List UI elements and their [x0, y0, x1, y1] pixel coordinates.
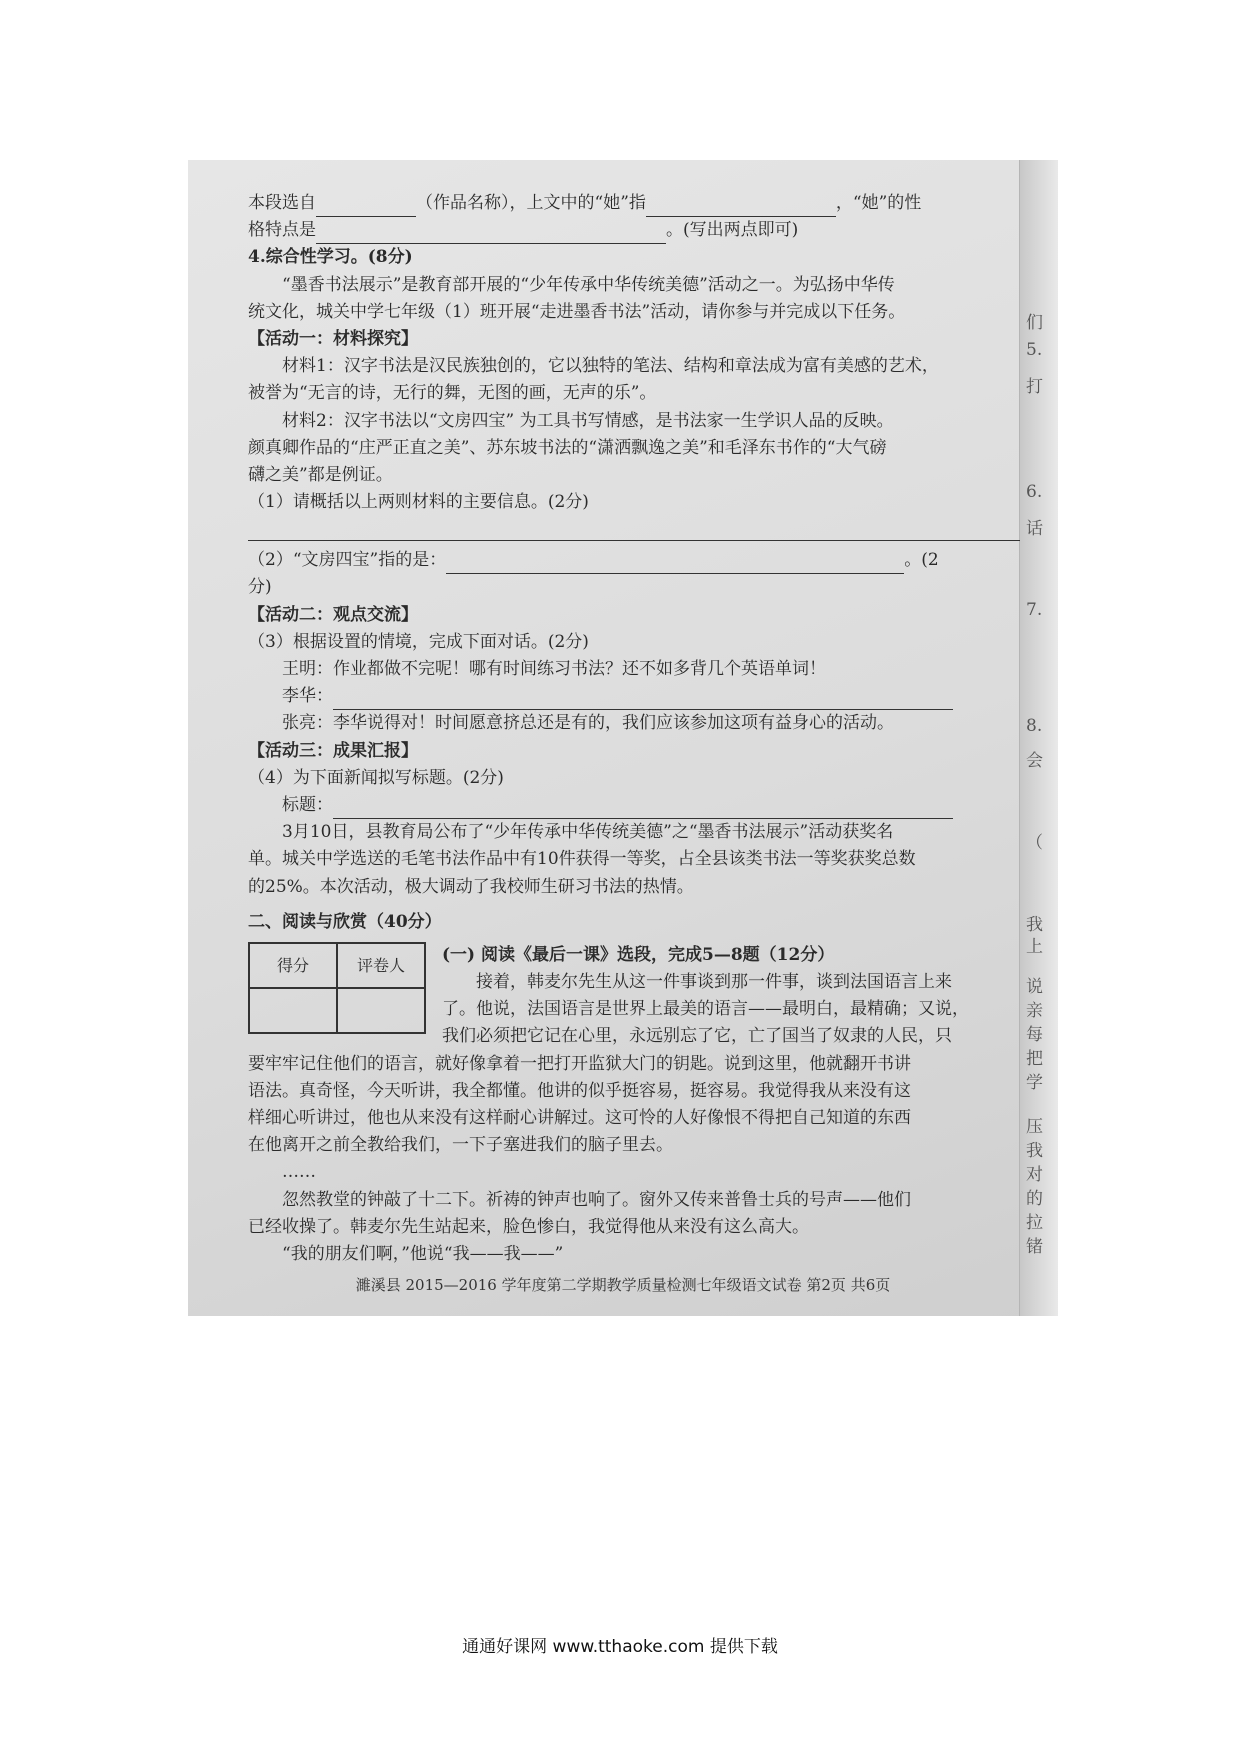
dialogue-li-hua — [248, 683, 1020, 710]
answer-blank[interactable] — [316, 223, 666, 244]
reading-section — [248, 942, 1020, 1268]
edge-char: 学 — [1026, 1073, 1043, 1093]
answer-blank[interactable] — [333, 798, 953, 819]
answer-blank[interactable] — [333, 689, 953, 710]
subquestion-1: （1）请概括以上两则材料的主要信息。(2分) — [248, 492, 589, 513]
q4-intro: 统文化，城关中学七年级（1）班开展“走进墨香书法”活动，请你参与并完成以下任务。 — [248, 301, 906, 322]
subquestion-4: （4）为下面新闻拟写标题。(2分) — [248, 767, 504, 788]
reading-intro — [442, 942, 1020, 1051]
grader-cell[interactable] — [337, 988, 425, 1033]
score-label: 得分 — [249, 943, 337, 988]
q4-intro: “墨香书法展示”是教育部开展的“少年传承中华传统美德”活动之一。为弘扬中华传 — [282, 274, 895, 295]
news-text: 单。城关中学选送的毛笔书法作品中有10件获得一等奖，占全县该类书法一等奖获奖总数 — [248, 849, 916, 870]
material-1: 材料1：汉字书法是汉民族独创的，它以独特的笔法、结构和章法成为富有美感的艺术， — [282, 356, 939, 377]
passage-text: 我们必须把它记在心里，永远别忘了它，亡了国当了奴隶的人民，只 — [442, 1026, 952, 1047]
material-2: 颜真卿作品的“庄严正直之美”、苏东坡书法的“潇洒飘逸之美”和毛泽东书作的“大气磅 — [248, 437, 887, 458]
material-2: 礴之美”都是例证。 — [248, 464, 393, 485]
passage-text: 在他离开之前全教给我们，一下子塞进我们的脑子里去。 — [248, 1135, 673, 1156]
source-question-line1 — [248, 190, 1020, 217]
exam-content — [248, 190, 1020, 1268]
edge-char: 亲 — [1026, 1001, 1043, 1021]
headline-row — [248, 792, 1020, 819]
edge-char: （ — [1026, 833, 1043, 853]
edge-char: 6. — [1026, 482, 1043, 502]
passage-ellipsis: …… — [282, 1162, 316, 1183]
scanned-exam-page — [188, 160, 1058, 1316]
material-1: 被誉为“无言的诗，无行的舞，无图的画，无声的乐”。 — [248, 383, 657, 404]
material-2: 材料2：汉字书法以“文房四宝” 为工具书写情感，是书法家一生学识人品的反映。 — [282, 410, 894, 431]
edge-char: 我 — [1026, 915, 1043, 935]
subquestion-2-points: 分) — [248, 577, 272, 598]
text: 。(写出两点即可) — [666, 220, 799, 241]
edge-char: 说 — [1026, 977, 1043, 997]
edge-char: 7. — [1026, 600, 1043, 620]
activity-1-heading: 【活动一：材料探究】 — [248, 328, 418, 349]
edge-char: 我 — [1026, 1141, 1043, 1161]
dialogue-zhang-liang: 张亮：李华说得对！时间愿意挤总还是有的，我们应该参加这项有益身心的活动。 — [282, 713, 894, 734]
edge-char: 的 — [1026, 1189, 1043, 1209]
edge-char: 们 — [1026, 313, 1043, 333]
dialogue-wang-ming: 王明：作业都做不完呢！哪有时间练习书法？还不如多背几个英语单词！ — [282, 659, 826, 679]
edge-char: 上 — [1026, 937, 1043, 957]
text: ，“她”的性 — [835, 193, 922, 213]
edge-char: 对 — [1026, 1165, 1043, 1185]
download-source-footer: 通通好课网 www.tthaoke.com 提供下载 — [462, 1637, 778, 1657]
subquestion-3: （3）根据设置的情境，完成下面对话。(2分) — [248, 631, 589, 652]
edge-char: 压 — [1026, 1117, 1043, 1137]
edge-char: 5. — [1026, 340, 1043, 360]
edge-char: 把 — [1026, 1049, 1043, 1069]
text: 标题： — [282, 794, 333, 815]
source-question-line2 — [248, 217, 1020, 244]
grader-label: 评卷人 — [337, 943, 425, 988]
activity-2-heading: 【活动二：观点交流】 — [248, 604, 418, 625]
passage-text: “我的朋友们啊，”他说“我——我——” — [282, 1243, 564, 1264]
question-4-title: 4.综合性学习。(8分) — [248, 247, 413, 268]
text: （作品名称），上文中的“她”指 — [416, 193, 646, 213]
section-2-title: 二、阅读与欣赏（40分） — [248, 911, 442, 932]
edge-char: 每 — [1026, 1025, 1043, 1045]
answer-blank[interactable] — [316, 196, 416, 217]
passage-text: 样细心听讲过，他也从来没有这样耐心讲解过。这可怜的人好像恨不得把自己知道的东西 — [248, 1108, 911, 1128]
exam-page-footer: 濉溪县 2015—2016 学年度第二学期教学质量检测七年级语文试卷 第2页 共6页 — [355, 1276, 891, 1294]
passage-text: 接着，韩麦尔先生从这一件事谈到那一件事，谈到法国语言上来 — [476, 972, 952, 993]
news-text: 的25%。本次活动，极大调动了我校师生研习书法的热情。 — [248, 876, 694, 897]
adjacent-page-characters — [1026, 160, 1056, 1316]
passage-text: 已经收操了。韩麦尔先生站起来，脸色惨白，我觉得他从来没有这么高大。 — [248, 1216, 809, 1237]
edge-char: 8. — [1026, 716, 1043, 736]
score-cell[interactable] — [249, 988, 337, 1033]
answer-blank[interactable] — [646, 196, 836, 217]
edge-char: 拉 — [1026, 1213, 1043, 1233]
activity-3-heading: 【活动三：成果汇报】 — [248, 740, 418, 761]
text: 本段选自 — [248, 193, 316, 213]
text: 李华： — [282, 686, 333, 707]
edge-char: 会 — [1026, 751, 1043, 771]
subquestion-2 — [248, 547, 1020, 574]
passage-text: 忽然教堂的钟敲了十二下。祈祷的钟声也响了。窗外又传来普鲁士兵的号声——他们 — [282, 1189, 911, 1210]
edge-char: 话 — [1026, 519, 1043, 539]
text: 。(2 — [904, 550, 939, 571]
edge-char: 锗 — [1026, 1237, 1043, 1257]
passage-text: 语法。真奇怪，今天听讲，我全都懂。他讲的似乎挺容易，挺容易。我觉得我从来没有这 — [248, 1080, 911, 1101]
adjacent-page-edge — [1019, 160, 1058, 1316]
reading-title: (一) 阅读《最后一课》选段，完成5—8题（12分） — [442, 944, 835, 965]
passage-text: 了。他说，法国语言是世界上最美的语言——最明白，最精确；又说， — [442, 999, 969, 1020]
edge-char: 打 — [1026, 377, 1043, 397]
passage-text: 要牢牢记住他们的语言，就好像拿着一把打开监狱大门的钥匙。说到这里，他就翻开书讲 — [248, 1053, 911, 1074]
answer-line[interactable] — [248, 520, 1020, 541]
score-table — [248, 942, 426, 1034]
text: 格特点是 — [248, 220, 316, 241]
text: （2）“文房四宝”指的是： — [248, 550, 447, 571]
news-text: 3月10日，县教育局公布了“少年传承中华传统美德”之“墨香书法展示”活动获奖名 — [282, 822, 894, 843]
answer-blank[interactable] — [446, 553, 904, 574]
